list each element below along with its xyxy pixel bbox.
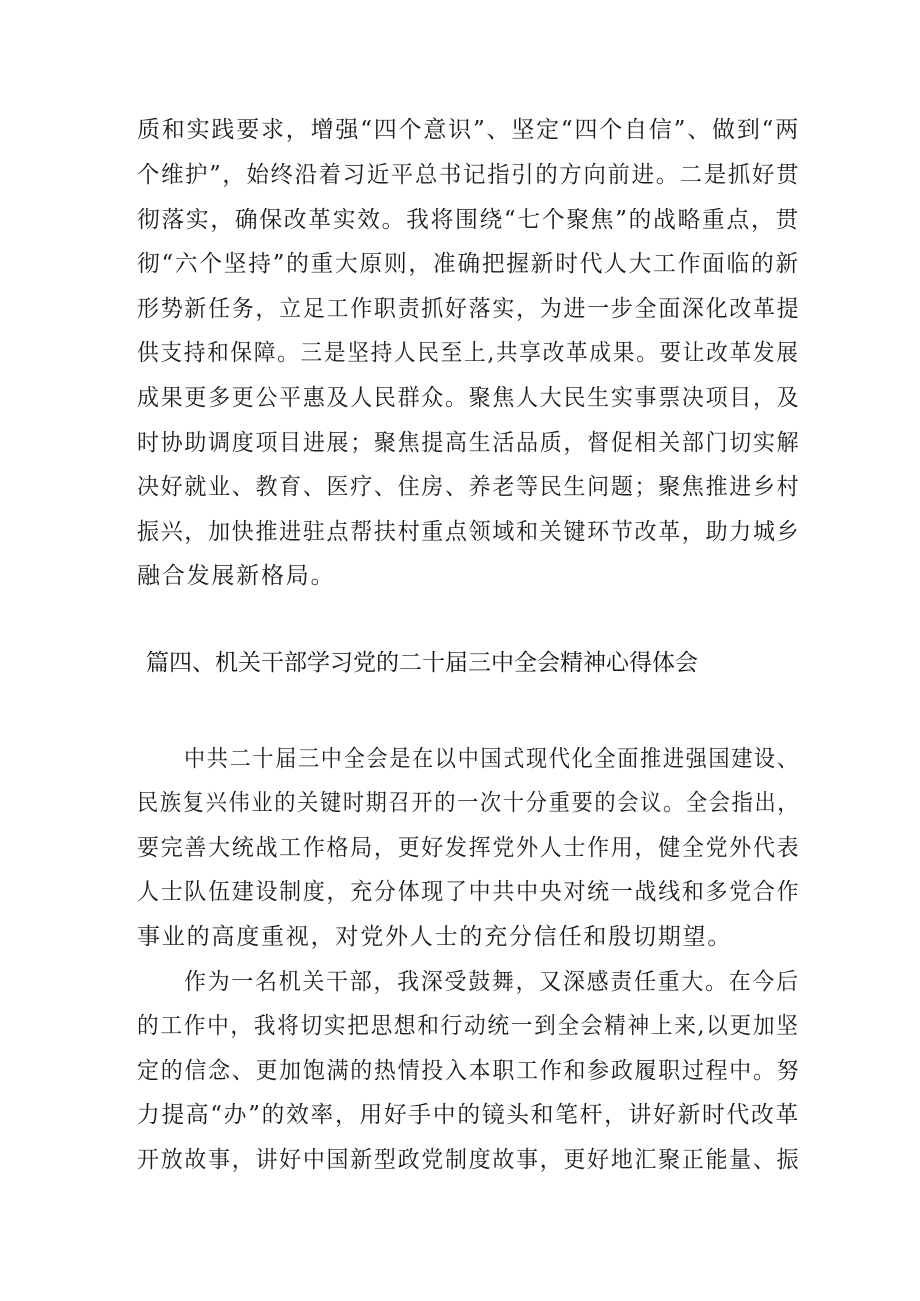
- text-line: 事业的高度重视，对党外人士的充分信任和殷切期望。: [137, 924, 733, 950]
- text-line: 中共二十届三中全会是在以中国式现代化全面推进强国建设、: [184, 746, 800, 772]
- section-heading: 篇四、机关干部学习党的二十届三中全会精神心得体会: [146, 650, 698, 676]
- text-line: 供支持和保障。三是坚持人民至上,共享改革成果。要让改革发展: [137, 340, 800, 366]
- text-line: 形势新任务，立足工作职责抓好落实，为进一步全面深化改革提: [137, 296, 801, 322]
- text-line: 决好就业、教育、医疗、住房、养老等民生问题；聚焦推进乡村: [137, 474, 801, 500]
- text-line: 的工作中，我将切实把思想和行动统一到全会精神上来,以更加坚: [137, 1013, 800, 1039]
- text-line: 力提高“办”的效率，用好手中的镜头和笔杆，讲好新时代改革: [137, 1102, 800, 1128]
- text-line: 个维护”，始终沿着习近平总书记指引的方向前进。二是抓好贯: [137, 162, 801, 188]
- text-line: 人士队伍建设制度，充分体现了中共中央对统一战线和多党合作: [137, 879, 801, 905]
- text-line: 彻落实，确保改革实效。我将围绕“七个聚焦”的战略重点，贯: [137, 207, 800, 233]
- text-line: 振兴，加快推进驻点帮扶村重点领域和关键环节改革，助力城乡: [137, 519, 801, 545]
- text-line: 融合发展新格局。: [137, 563, 336, 589]
- text-line: 作为一名机关干部，我深受鼓舞，又深感责任重大。在今后: [184, 969, 800, 995]
- text-line: 要完善大统战工作格局，更好发挥党外人士作用，健全党外代表: [137, 835, 801, 861]
- text-line: 时协助调度项目进展；聚焦提高生活品质，督促相关部门切实解: [137, 430, 801, 456]
- text-line: 开放故事，讲好中国新型政党制度故事，更好地汇聚正能量、振: [137, 1147, 801, 1173]
- text-line: 成果更多更公平惠及人民群众。聚焦人大民生实事票决项目，及: [137, 385, 801, 411]
- text-line: 定的信念、更加饱满的热情投入本职工作和参政履职过程中。努: [137, 1058, 801, 1084]
- text-line: 彻“六个坚持”的重大原则，准确把握新时代人大工作面临的新: [137, 251, 800, 277]
- text-line: 民族复兴伟业的关键时期召开的一次十分重要的会议。全会指出，: [137, 790, 801, 816]
- text-line: 质和实践要求，增强“四个意识”、坚定“四个自信”、做到“两: [137, 117, 800, 143]
